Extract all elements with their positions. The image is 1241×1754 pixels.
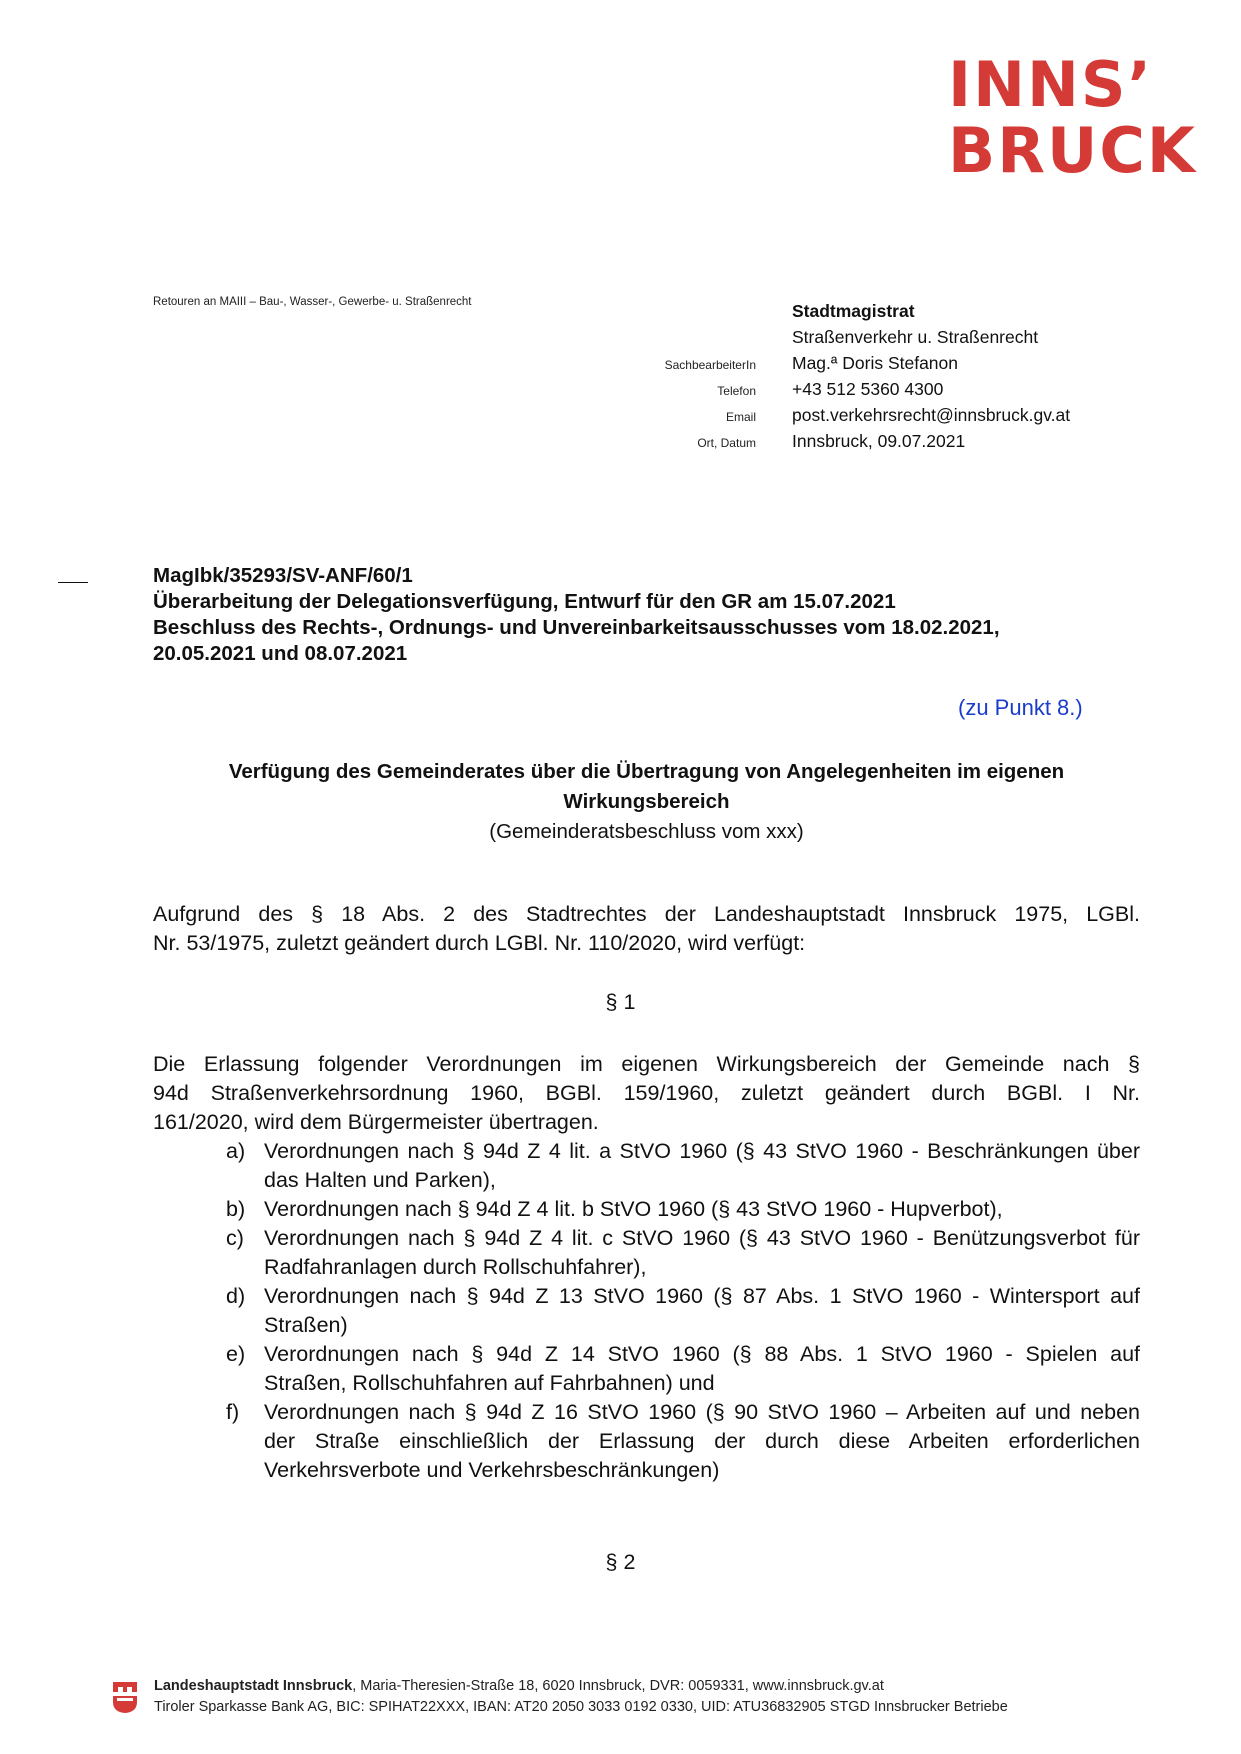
- list-item-line: das Halten und Parken),: [264, 1168, 496, 1192]
- subject-line: Beschluss des Rechts-, Ordnungs- und Unvereinbarkeitsausschusses vom 18.02.2021,: [153, 616, 1000, 639]
- paragraph-line: Aufgrund des § 18 Abs. 2 des Stadtrechtes der Landeshauptstadt Innsbruck 1975, LGBl.: [153, 902, 1140, 926]
- list-item-line: Verordnungen nach § 94d Z 4 lit. a StVO 1960 (§ 43 StVO 1960 - Beschränkungen über: [264, 1139, 1140, 1163]
- section-1-heading: § 1: [605, 990, 636, 1014]
- list-item: [226, 1398, 1140, 1485]
- list-item: [226, 1282, 1140, 1340]
- agenda-reference: (zu Punkt 8.): [958, 695, 1083, 720]
- list-item-line: Straßen, Rollschuhfahren auf Fahrbahnen) und: [264, 1371, 715, 1395]
- intro-paragraph: [153, 900, 1140, 958]
- list-item-line: Verordnungen nach § 94d Z 4 lit. c StVO 1960 (§ 43 StVO 1960 - Benützungsverbot für: [264, 1226, 1140, 1250]
- list-item-line: Verordnungen nach § 94d Z 4 lit. b StVO 1960 (§ 43 StVO 1960 - Hupverbot),: [264, 1197, 1003, 1221]
- logo-line-2: BRUCK: [948, 114, 1197, 187]
- ordinance-list: [226, 1137, 1140, 1485]
- fold-mark: [58, 582, 88, 583]
- heading-subtitle: (Gemeinderatsbeschluss vom xxx): [489, 820, 804, 843]
- logo-line-1: INNS’: [948, 48, 1154, 121]
- list-item-line: Verkehrsverbote und Verkehrsbeschränkungen): [264, 1458, 720, 1482]
- list-item-line: Straßen): [264, 1313, 348, 1337]
- section-2-heading: § 2: [605, 1550, 636, 1574]
- paragraph-line: Die Erlassung folgender Verordnungen im eigenen Wirkungsbereich der Gemeinde nach §: [153, 1052, 1140, 1076]
- paragraph-line: Nr. 53/1975, zuletzt geändert durch LGBl. Nr. 110/2020, wird verfügt:: [153, 931, 806, 955]
- subject-line: 20.05.2021 und 08.07.2021: [153, 642, 408, 665]
- reference-number: MagIbk/35293/SV-ANF/60/1: [153, 564, 413, 587]
- list-letter: f): [226, 1400, 240, 1424]
- list-letter: a): [226, 1139, 246, 1163]
- paragraph-line: 161/2020, wird dem Bürgermeister übertragen.: [153, 1110, 599, 1134]
- clerk-label: SachbearbeiterIn: [664, 358, 756, 372]
- department-name: Straßenverkehr u. Straßenrecht: [792, 327, 1039, 347]
- phone-number: +43 512 5360 4300: [792, 379, 944, 399]
- city-crest-icon: [112, 1680, 138, 1714]
- email-address[interactable]: post.verkehrsrecht@innsbruck.gv.at: [792, 405, 1071, 425]
- list-item-line: Verordnungen nach § 94d Z 13 StVO 1960 (§ 87 Abs. 1 StVO 1960 - Wintersport auf: [264, 1284, 1140, 1308]
- list-item: [226, 1137, 1140, 1195]
- list-letter: b): [226, 1197, 246, 1221]
- return-address: Retouren an MAIII – Bau-, Wasser-, Gewerbe- u. Straßenrecht: [153, 296, 472, 308]
- place-date: Innsbruck, 09.07.2021: [792, 431, 966, 451]
- paragraph-line: 94d Straßenverkehrsordnung 1960, BGBl. 159/1960, zuletzt geändert durch BGBl. I Nr.: [153, 1081, 1140, 1105]
- contact-block: [664, 298, 1120, 454]
- list-item: [226, 1340, 1140, 1398]
- office-name: Stadtmagistrat: [792, 301, 915, 321]
- innsbruck-logo: [948, 48, 1197, 187]
- list-item-line: Verordnungen nach § 94d Z 16 StVO 1960 (§ 90 StVO 1960 – Arbeiten auf und neben: [264, 1400, 1140, 1424]
- subject-line: Überarbeitung der Delegationsverfügung, Entwurf für den GR am 15.07.2021: [153, 590, 896, 613]
- list-letter: e): [226, 1342, 246, 1366]
- email-label: Email: [725, 410, 756, 424]
- list-item-line: der Straße einschließlich der Erlassung der durch diese Arbeiten erforderlichen: [264, 1429, 1140, 1453]
- heading-line: Verfügung des Gemeinderates über die Übertragung von Angelegenheiten im eigenen: [228, 760, 1065, 783]
- list-item: [226, 1195, 1140, 1224]
- list-letter: c): [226, 1226, 244, 1250]
- section-1-paragraph: [153, 1050, 1140, 1137]
- footer-address: , Maria-Theresien-Straße 18, 6020 Innsbruck, DVR: 0059331, www.innsbruck.gv.at: [352, 1678, 884, 1694]
- date-label: Ort, Datum: [697, 436, 756, 450]
- footer-bank: Tiroler Sparkasse Bank AG, BIC: SPIHAT22XXX, IBAN: AT20 2050 3033 0192 0330, UID: ATU36832905 STGD Innsbrucker Betriebe: [154, 1699, 1008, 1715]
- subject-block: [153, 563, 1113, 667]
- heading-line: Wirkungsbereich: [563, 790, 730, 813]
- phone-label: Telefon: [717, 384, 756, 398]
- clerk-name: Mag.ª Doris Stefanon: [792, 353, 959, 373]
- document-heading: [153, 757, 1140, 847]
- footer-org: Landeshauptstadt Innsbruck: [154, 1678, 353, 1694]
- list-item-line: Verordnungen nach § 94d Z 14 StVO 1960 (§ 88 Abs. 1 StVO 1960 - Spielen auf: [264, 1342, 1140, 1366]
- list-item-line: Radfahranlagen durch Rollschuhfahrer),: [264, 1255, 647, 1279]
- list-item: [226, 1224, 1140, 1282]
- list-letter: d): [226, 1284, 246, 1308]
